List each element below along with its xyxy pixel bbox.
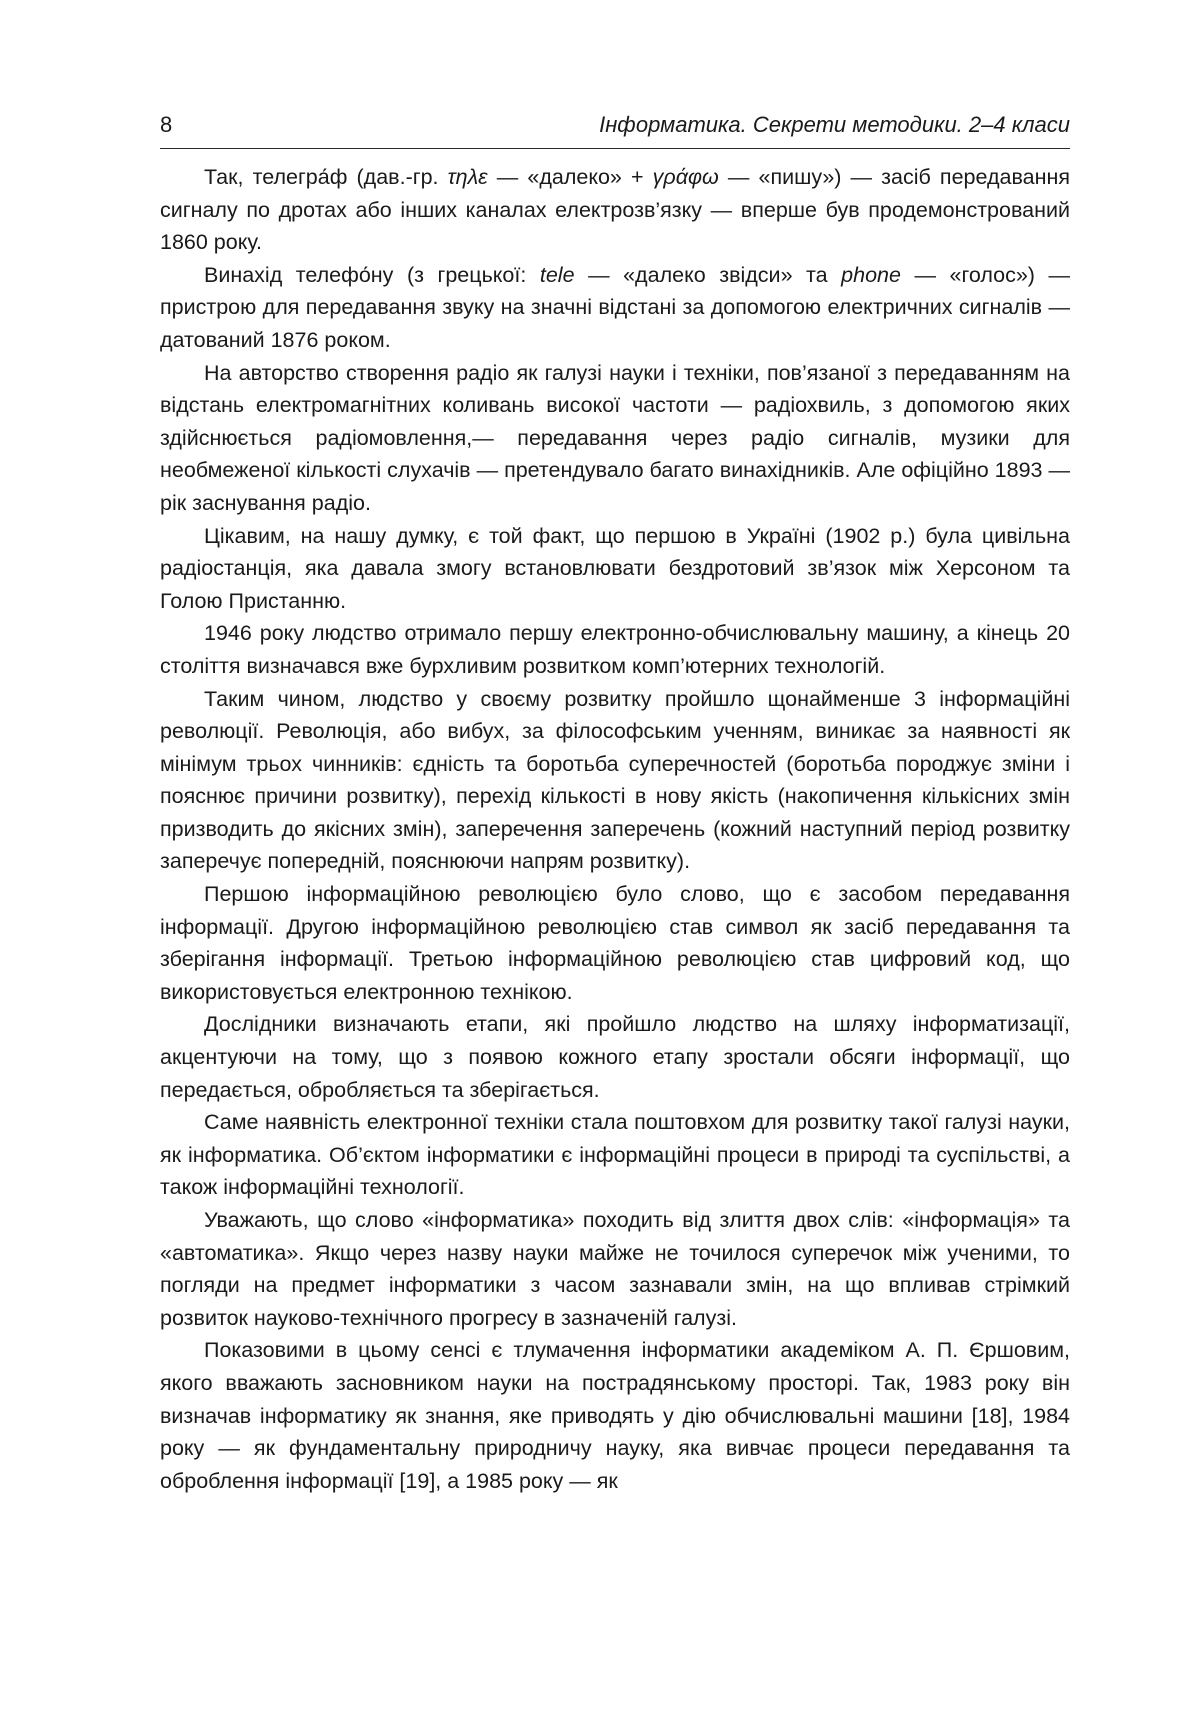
paragraph-stages: Дослідники визначають етапи, які пройшло людство на шляху інформатизації, акцентуючи на тому, що з появою кожного етапу зростали обсяги інформації, що передається, обробляється та зберігається. xyxy=(160,1012,1070,1102)
text-run: — «далеко звідси» та xyxy=(574,262,842,287)
greek-word-tele: τηλε xyxy=(447,165,488,189)
paragraph-informatics-object: Саме наявність електронної техніки стала поштовхом для розвитку такої галузі науки, як інформатика. Об’єктом інформатики є інформаційні процеси в природі та суспільстві, а також інформаційні технології. xyxy=(160,1110,1070,1200)
running-header xyxy=(160,112,1070,149)
paragraph-radio: На авторство створення радіо як галузі науки і техніки, пов’язаної з передаванням на відстань електромагнітних коливань високої частоти — радіохвиль, з допомогою яких здійснюється радіомовлення,— передавання через радіо сигналів, музики для необмеженої кількості слухачів — претендувало багато винахідників. Але офіційно 1893 — рік заснування радіо. xyxy=(160,360,1070,515)
book-page xyxy=(160,112,1070,1497)
text-run: — «далеко» + xyxy=(487,165,653,189)
paragraph-revolutions: Таким чином, людство у своєму розвитку пройшло щонайменше 3 інформаційні революції. Революція, або вибух, за філософським ученням, виникає за наявності як мінімум трьох чинників: єдність та боротьба суперечностей (боротьба породжує зміни і пояснює причини розвитку), перехід кількості в нову якість (накопичення кількісних змін призводить до якісних змін), заперечення заперечень (кожний наступний період розвитку заперечує попередній, пояснюючи напрям розвитку). xyxy=(160,686,1070,874)
paragraph-telephone xyxy=(160,259,1070,357)
paragraph-radio-station: Цікавим, на нашу думку, є той факт, що першою в Україні (1902 р.) була цивільна радіостанція, яка давала змогу встановлювати бездротовий зв’язок між Херсоном та Голою Пристанню. xyxy=(160,523,1070,613)
text-run: — «голос») — пристрою для передавання звуку на значні відстані за допомогою електричних сигналів — датований 1876 роком. xyxy=(160,262,1070,352)
text-run: Так, телегра́ф (дав.-гр. xyxy=(204,165,448,189)
text-run: — «пишу») — засіб передавання сигналу по дротах або інших каналах електрозв’язку — вперше був продемонстрований 1860 року. xyxy=(160,165,1070,255)
text-run: Винахід телефо́ну (з грецької: xyxy=(204,262,540,287)
word-phone: phone xyxy=(841,262,901,287)
greek-word-grapho: γράφω xyxy=(652,165,719,189)
paragraph-ershov: Показовими в цьому сенсі є тлумачення інформатики академіком А. П. Єршовим, якого вважають засновником науки на пострадянському просторі. Так, 1983 року він визначав інформатику як знання, яке приводять у дію обчислювальні машини [18], 1984 року — як фундаментальну природничу науку, яка вивчає процеси передавання та оброблення інформації [19], а 1985 року — як xyxy=(160,1338,1070,1493)
paragraph-telegraph xyxy=(160,161,1070,259)
body-text xyxy=(160,161,1070,1497)
paragraph-computer: 1946 року людство отримало першу електронно-обчислювальну машину, а кінець 20 століття визначався вже бурхливим розвитком комп’ютерних технологій. xyxy=(160,621,1070,678)
book-title: Інформатика. Секрети методики. 2–4 класи xyxy=(599,112,1070,137)
page-number: 8 xyxy=(160,112,173,137)
paragraph-word-origin: Уважають, що слово «інформатика» походить від злиття двох слів: «інформація» та «автоматика». Якщо через назву науки майже не точилося суперечок між ученими, то погляди на предмет інформатики з часом зазнавали змін, на що впливав стрімкий розвиток науково-технічного прогресу в зазначеній галузі. xyxy=(160,1208,1070,1330)
word-tele: tele xyxy=(539,262,575,287)
paragraph-information-revolutions: Першою інформаційною революцією було слово, що є засобом передавання інформації. Другою інформаційною революцією став символ як засіб передавання та зберігання інформації. Третьою інформаційною революцією став цифровий код, що використовується електронною технікою. xyxy=(160,882,1070,1004)
